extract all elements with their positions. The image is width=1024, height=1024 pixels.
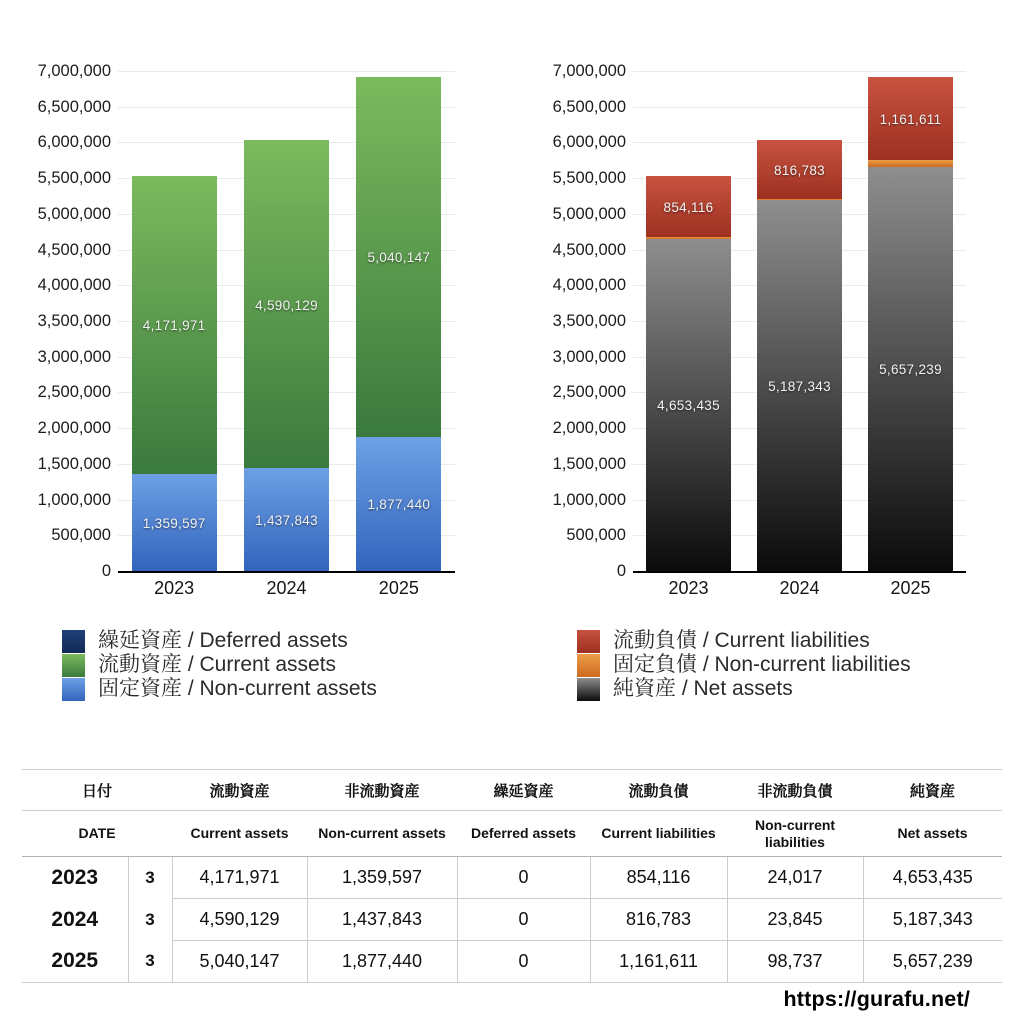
value-cell: 5,187,343 xyxy=(863,899,1002,941)
y-axis-tick-label: 3,500,000 xyxy=(552,312,626,330)
table-header-en: Deferred assets xyxy=(457,811,590,857)
table-header-ja: 非流動資産 xyxy=(307,770,457,811)
bar-value-label: 1,359,597 xyxy=(142,515,206,531)
bar-value-label: 4,590,129 xyxy=(255,297,318,313)
table-row xyxy=(22,941,1002,983)
table-header-en: Current liabilities xyxy=(590,811,727,857)
assets-chart-legend xyxy=(62,629,377,701)
y-axis-tick-label: 500,000 xyxy=(51,526,111,545)
legend-swatch-icon xyxy=(577,630,600,653)
bar-segment xyxy=(757,199,842,201)
table-header-en: Non-current liabilities xyxy=(727,811,863,857)
bar-value-label: 4,171,971 xyxy=(142,318,206,334)
y-axis-tick-label: 2,000,000 xyxy=(552,419,626,438)
y-axis-tick-label: 7,000,000 xyxy=(552,62,626,80)
y-axis-tick-label: 6,500,000 xyxy=(37,97,111,116)
table-header-en: Net assets xyxy=(863,811,1002,857)
gridline xyxy=(118,71,455,72)
table-header-en: Current assets xyxy=(172,811,307,857)
y-axis-tick-label: 6,500,000 xyxy=(552,97,626,116)
legend-label: 固定資産 / Non-current assets xyxy=(98,677,377,700)
legend-label: 固定負債 / Non-current liabilities xyxy=(613,653,911,676)
legend-item xyxy=(62,677,377,701)
legend-swatch-icon xyxy=(62,678,85,701)
y-axis-tick-label: 1,500,000 xyxy=(552,454,626,473)
site-url-text: https://gurafu.net/ xyxy=(783,987,970,1011)
table-header-ja: 非流動負債 xyxy=(727,770,863,811)
y-axis-tick-label: 5,000,000 xyxy=(552,204,626,223)
value-cell: 5,040,147 xyxy=(172,941,307,983)
value-cell: 1,359,597 xyxy=(307,857,457,899)
x-category-label: 2024 xyxy=(779,578,820,598)
y-axis-tick-label: 4,500,000 xyxy=(552,240,626,259)
x-category-label: 2025 xyxy=(378,578,419,598)
bar-value-label: 1,161,611 xyxy=(879,111,942,127)
legend-item xyxy=(577,653,911,677)
bar-segment xyxy=(646,237,731,239)
y-axis-tick-label: 2,000,000 xyxy=(37,419,111,438)
y-axis-tick-label: 7,000,000 xyxy=(37,62,111,80)
x-category-label: 2024 xyxy=(266,578,307,598)
gridline xyxy=(633,71,966,72)
value-cell: 0 xyxy=(457,899,590,941)
value-cell: 4,653,435 xyxy=(863,857,1002,899)
legend-label: 純資産 / Net assets xyxy=(613,677,793,700)
y-axis-tick-label: 1,000,000 xyxy=(552,490,626,509)
x-category-label: 2023 xyxy=(154,578,195,598)
y-axis-tick-label: 5,500,000 xyxy=(37,169,111,188)
table-header-en: DATE xyxy=(22,811,172,857)
y-axis-tick-label: 2,500,000 xyxy=(552,383,626,402)
value-cell: 23,845 xyxy=(727,899,863,941)
month-cell: 3 xyxy=(128,941,172,983)
value-cell: 0 xyxy=(457,941,590,983)
assets-chart-plot xyxy=(37,62,455,598)
legend-item xyxy=(62,629,377,653)
table-header-ja: 流動資産 xyxy=(172,770,307,811)
bar-value-label: 854,116 xyxy=(663,199,714,215)
y-axis-tick-label: 3,000,000 xyxy=(37,347,111,366)
y-axis-tick-label: 1,500,000 xyxy=(37,454,111,473)
y-axis-tick-label: 500,000 xyxy=(566,526,626,545)
month-cell: 3 xyxy=(128,857,172,899)
table-header-ja: 純資産 xyxy=(863,770,1002,811)
y-axis-tick-label: 4,500,000 xyxy=(37,240,111,259)
y-axis-tick-label: 5,500,000 xyxy=(552,169,626,188)
table-header-en: Non-current assets xyxy=(307,811,457,857)
bar-value-label: 4,653,435 xyxy=(657,398,720,414)
y-axis-tick-label: 6,000,000 xyxy=(37,133,111,152)
legend-label: 繰延資産 / Deferred assets xyxy=(98,629,348,652)
bar-value-label: 5,040,147 xyxy=(367,250,431,266)
value-cell: 98,737 xyxy=(727,941,863,983)
legend-swatch-icon xyxy=(62,630,85,653)
liabilities-chart-legend xyxy=(577,629,911,701)
bar-segment xyxy=(868,160,953,167)
table-header-ja: 日付 xyxy=(22,770,172,811)
y-axis-tick-label: 1,000,000 xyxy=(37,490,111,509)
legend-swatch-icon xyxy=(62,654,85,677)
value-cell: 24,017 xyxy=(727,857,863,899)
x-category-label: 2023 xyxy=(668,578,709,598)
value-cell: 816,783 xyxy=(590,899,727,941)
table-header-ja: 流動負債 xyxy=(590,770,727,811)
value-cell: 4,171,971 xyxy=(172,857,307,899)
y-axis-tick-label: 2,500,000 xyxy=(37,383,111,402)
bar-value-label: 1,877,440 xyxy=(367,497,431,513)
bar-value-label: 1,437,843 xyxy=(255,513,318,529)
year-cell: 2024 xyxy=(22,899,128,941)
bar-value-label: 5,657,239 xyxy=(879,362,942,378)
value-cell: 1,437,843 xyxy=(307,899,457,941)
value-cell: 5,657,239 xyxy=(863,941,1002,983)
legend-item xyxy=(577,677,911,701)
value-cell: 854,116 xyxy=(590,857,727,899)
value-cell: 0 xyxy=(457,857,590,899)
liabilities-chart-plot xyxy=(552,62,966,598)
table-header-ja: 繰延資産 xyxy=(457,770,590,811)
y-axis-tick-label: 6,000,000 xyxy=(552,133,626,152)
table-row xyxy=(22,899,1002,941)
table-row xyxy=(22,857,1002,899)
bar-value-label: 816,783 xyxy=(774,163,825,179)
y-axis-tick-label: 0 xyxy=(101,562,111,580)
year-cell: 2025 xyxy=(22,941,128,983)
value-cell: 1,877,440 xyxy=(307,941,457,983)
legend-swatch-icon xyxy=(577,678,600,701)
y-axis-tick-label: 4,000,000 xyxy=(37,276,111,295)
bar-value-label: 5,187,343 xyxy=(768,379,831,395)
x-category-label: 2025 xyxy=(890,578,931,598)
legend-swatch-icon xyxy=(577,654,600,677)
month-cell: 3 xyxy=(128,899,172,941)
y-axis-tick-label: 3,000,000 xyxy=(552,347,626,366)
legend-item xyxy=(577,629,911,653)
value-cell: 1,161,611 xyxy=(590,941,727,983)
balance-sheet-table xyxy=(22,769,1002,983)
y-axis-tick-label: 0 xyxy=(616,562,626,580)
value-cell: 4,590,129 xyxy=(172,899,307,941)
legend-label: 流動資産 / Current assets xyxy=(98,653,337,676)
legend-item xyxy=(62,653,377,677)
legend-label: 流動負債 / Current liabilities xyxy=(613,629,870,652)
y-axis-tick-label: 5,000,000 xyxy=(37,204,111,223)
year-cell: 2023 xyxy=(22,857,128,899)
y-axis-tick-label: 3,500,000 xyxy=(37,312,111,330)
y-axis-tick-label: 4,000,000 xyxy=(552,276,626,295)
